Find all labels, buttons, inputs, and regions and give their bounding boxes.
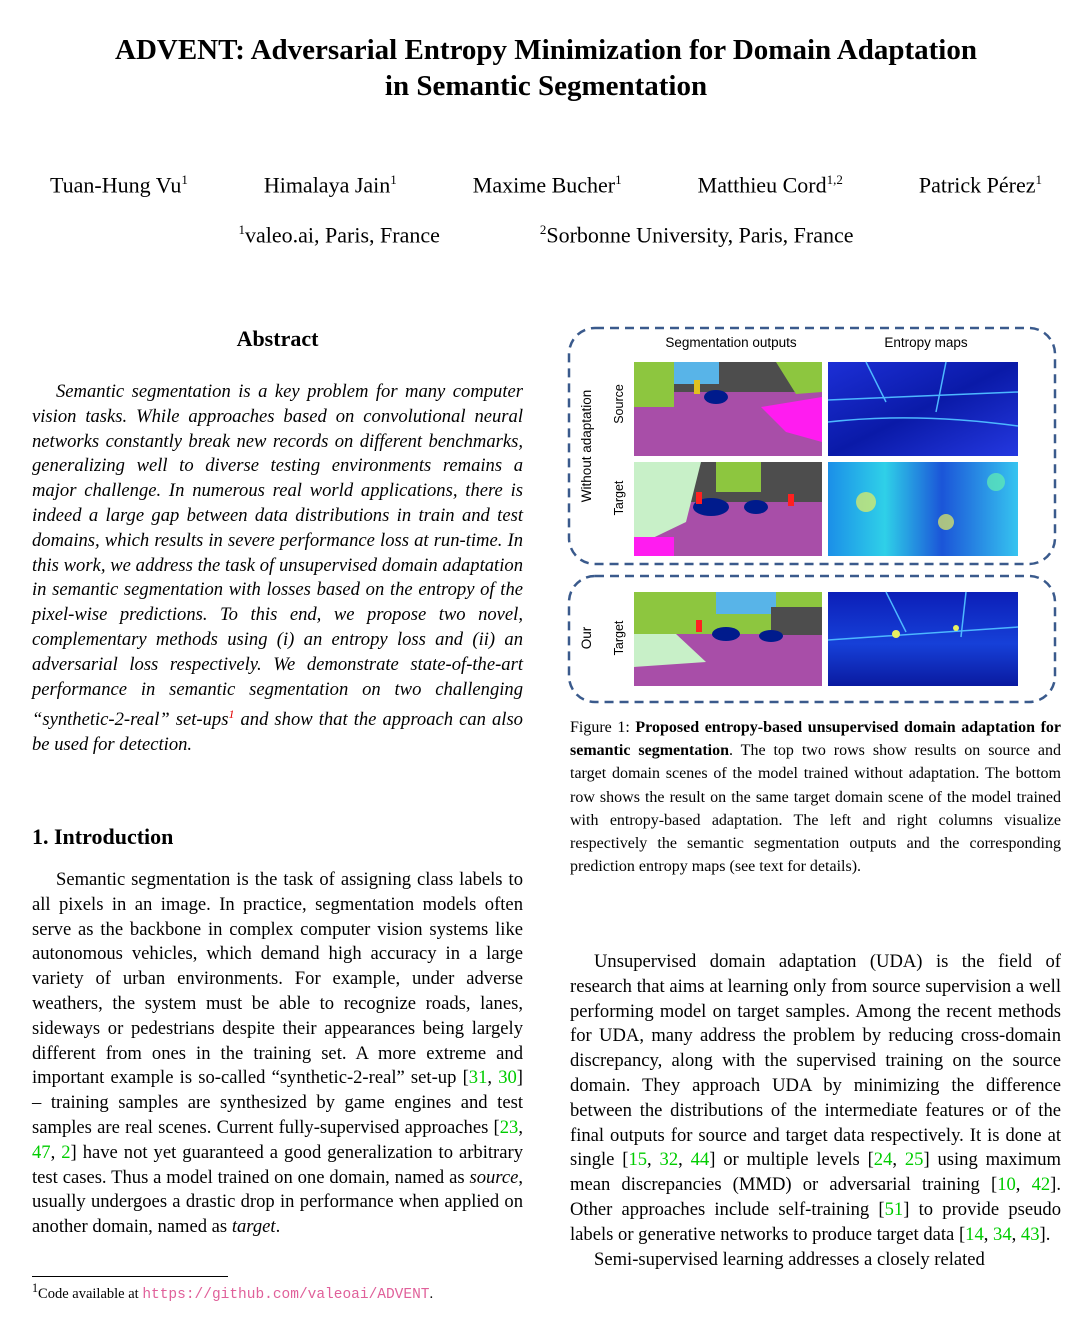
citation-link[interactable]: 43 (1020, 1223, 1040, 1245)
right-column-body: Unsupervised domain adaptation (UDA) is the field of research that aims at learning only from source supervision a well performing model on target samples. Among the recent methods for UDA, many address the problem by reducing cross-domain discrepancy, along with the supervised training on the source domain. They approach UDA by minimizing the difference between the distributions of the intermediate features or of the final outputs for source and target data respectively. It is done at single [15, 32, 44] or multiple levels [24, 25] using maximum mean discrepancies (MMD) or adversarial training [10, 42]. Other approaches include self-training [51] to provide pseudo labels or generative networks to produce target data [14, 34, 43]. Semi-supervised learning addresses a closely related (570, 950, 1061, 1272)
citation-link[interactable]: 31 (468, 1067, 488, 1089)
citation-link[interactable]: 15 (628, 1149, 648, 1171)
seg-image-target (634, 462, 822, 556)
author-list (50, 172, 1042, 198)
author: Maxime Bucher$^1$ (472, 172, 622, 198)
title-line-1: ADVENT: Adversarial Entropy Minimization for Domain Adaptation (115, 34, 977, 66)
seg-image-target-ours (634, 592, 822, 686)
row-label-target: Target (612, 480, 626, 516)
col-heading-entropy: Entropy maps (884, 335, 968, 350)
citation-link[interactable]: 24 (873, 1149, 893, 1171)
title-line-2: in Semantic Segmentation (384, 70, 708, 102)
citation-link[interactable]: 44 (690, 1149, 710, 1171)
affiliation: $^1$valeo.ai, Paris, France (238, 222, 440, 248)
row-label-target-our: Target (612, 620, 626, 656)
paragraph: Semi-supervised learning addresses a closely related (594, 1248, 985, 1270)
col-heading-segmentation: Segmentation outputs (665, 335, 797, 350)
footnote-divider (32, 1276, 228, 1277)
author: Himalaya Jain$^1$ (263, 172, 397, 198)
caption-label: Figure 1: (570, 719, 630, 736)
citation-link[interactable]: 25 (904, 1149, 924, 1171)
figure-1-caption: Figure 1: Proposed entropy-based unsupervised domain adaptation for semantic segmentation. The top two rows show results on source and target domain scenes of the model trained without adaptation. The bottom row shows the result on the same target domain scene of the model trained with entropy-based adaptation. The left and right columns visualize respectively the semantic segmentation outputs and the corresponding prediction entropy maps (see text for details). (570, 719, 1062, 876)
affiliation-list (0, 222, 1092, 248)
author: Tuan-Hung Vu$^1$ (50, 172, 188, 198)
citation-link[interactable]: 47 (32, 1141, 51, 1163)
citation-link[interactable]: 10 (997, 1174, 1016, 1196)
author: Matthieu Cord$^{1,2}$ (697, 172, 843, 198)
group-label-our: Our (579, 626, 594, 650)
entropy-map-target (828, 462, 1018, 556)
seg-image-source (634, 362, 822, 456)
abstract-body: Semantic segmentation is a key problem for many computer vision tasks. While approaches based on convolutional neural networks constantly break new records on different benchmarks, generalizing well to diverse testing environments remains a major challenge. In numerous real world applications, there is indeed a large gap between data distributions in train and test domains, which results in severe performance loss at run-time. In this work, we address the task of unsupervised domain adaptation in semantic segmentation with losses based on the entropy of the pixel-wise predictions. To this end, we propose two novel, complementary methods using (i) an entropy loss and (ii) an adversarial loss respectively. We demonstrate state-of-the-art performance in semantic segmentation on two challenging “synthetic-2-real” set-ups$^1$ and show that the approach can also be used for detection. (32, 381, 523, 756)
citation-link[interactable]: 2 (61, 1141, 71, 1163)
row-label-source: Source (612, 384, 626, 424)
figure-1 (566, 322, 1062, 707)
citation-link[interactable]: 14 (965, 1223, 984, 1245)
abstract-heading: Abstract (236, 326, 319, 351)
citation-link[interactable]: 30 (498, 1067, 517, 1089)
affiliation: $^2$Sorbonne University, Paris, France (539, 222, 854, 248)
citation-link[interactable]: 51 (884, 1198, 904, 1220)
citation-link[interactable]: 23 (499, 1116, 519, 1138)
author: Patrick Pérez$^1$ (918, 172, 1042, 198)
introduction-body: Semantic segmentation is the task of assigning class labels to all pixels in an image. In practice, segmentation models often serve as the backbone in complex computer vision systems like autonomous vehicles, which demand high accuracy in a large variety of urban environments. For example, under adverse weathers, the system must be able to recognize roads, lanes, sideways or pedestrians despite their appearances being largely different from ones in the training set. A more extreme and important example is so-called “synthetic-2-real” set-up [31, 30] – training samples are synthesized by game engines and test samples are real scenes. Current fully-supervised approaches [23, 47, 2] have not yet guaranteed a good generalization to arbitrary test cases. Thus a model trained on one domain, named as source, usually undergoes a drastic drop in performance when applied on another domain, named as target. (32, 869, 523, 1238)
caption-title: Proposed entropy-based unsupervised domain adaptation for semantic segmentation (570, 719, 1062, 760)
group-label-without-adaptation: Without adaptation (579, 389, 594, 503)
section-heading-introduction: 1. Introduction (32, 824, 174, 849)
citation-link[interactable]: 42 (1031, 1174, 1051, 1196)
citation-link[interactable]: 34 (993, 1223, 1012, 1245)
paper-title (0, 32, 1092, 104)
citation-link[interactable]: 32 (659, 1149, 679, 1171)
entropy-map-target-ours (828, 592, 1018, 686)
entropy-map-source (828, 362, 1018, 456)
footnote: $^1$Code available at https://github.com/valeoai/ADVENT. (32, 1281, 434, 1303)
code-url-link[interactable]: https://github.com/valeoai/ADVENT (142, 1286, 430, 1303)
footnote-mark[interactable]: 1 (228, 707, 235, 722)
